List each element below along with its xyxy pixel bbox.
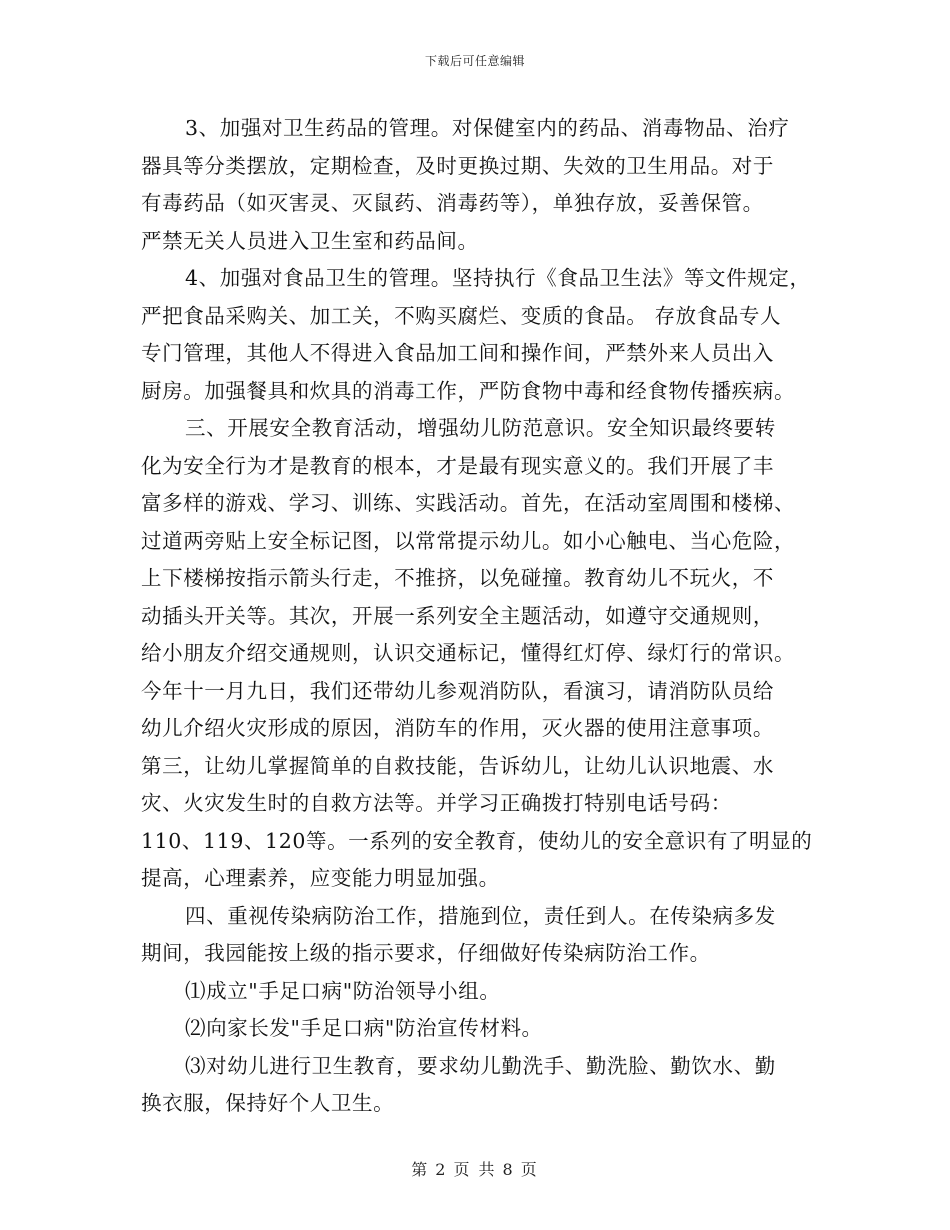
text-line: 换衣服，保持好个人卫生。 [141,1091,395,1115]
document-body [141,110,821,1123]
text-line: 富多样的游戏、学习、训练、实践活动。首先，在活动室周围和楼梯、 [141,491,796,515]
text-line: 今年十一月九日，我们还带幼儿参观消防队，看演习，请消防队员给 [141,678,774,703]
text-line: 3、加强对卫生药品的管理。对保健室内的药品、消毒物品、治疗 [185,116,790,140]
text-line: 第三，让幼儿掌握简单的自救技能，告诉幼儿，让幼儿认识地震、水 [141,753,774,778]
text-line: 给小朋友介绍交通规则，认识交通标记，懂得红灯停、绿灯行的常识。 [141,641,796,665]
text-line: 有毒药品（如灭害灵、灭鼠药、消毒药等），单独存放，妥善保管。 [141,191,764,215]
text-line: 4、加强对食品卫生的管理。坚持执行《食品卫生法》等文件规定， [185,266,811,290]
text-line: 过道两旁贴上安全标记图，以常常提示幼儿。如小心触电、当心危险， [141,528,796,553]
text-line: 化为安全行为才是教育的根本，才是最有现实意义的。我们开展了丰 [141,453,774,478]
footer-suffix: 页 [520,1160,539,1179]
text-line: 器具等分类摆放，定期检查，及时更换过期、失效的卫生用品。对于 [141,153,774,178]
text-line: 110、119、120等。一系列的安全教育，使幼儿的安全意识有了明显的 [141,828,813,853]
text-line: 上下楼梯按指示箭头行走，不推挤，以免碰撞。教育幼儿不玩火，不 [141,566,774,590]
text-line: 灾、火灾发生时的自救方法等。并学习正确拨打特别电话号码： [141,791,732,815]
footer-prefix: 第 [411,1160,430,1179]
text-line: ⑴成立"手足口病"防治领导小组。 [185,978,501,1003]
total-page-count: 8 [502,1160,515,1179]
text-line: 严禁无关人员进入卫生室和药品间。 [141,228,479,253]
text-line: ⑵向家长发"手足口病"防治宣传材料。 [185,1016,543,1040]
text-line: ⑶对幼儿进行卫生教育，要求幼儿勤洗手、勤洗脸、勤饮水、勤 [185,1053,776,1078]
page-header: 下载后可任意编辑 [424,54,525,68]
text-line: 厨房。加强餐具和炊具的消毒工作，严防食物中毒和经食物传播疾病。 [141,378,796,403]
text-line: 三、开展安全教育活动，增强幼儿防范意识。安全知识最终要转 [185,416,776,440]
footer-middle: 页 共 [453,1160,497,1179]
text-line: 专门管理，其他人不得进入食品加工间和操作间，严禁外来人员出入 [141,341,774,365]
current-page-number: 2 [435,1160,448,1179]
text-line: 四、重视传染病防治工作，措施到位，责任到人。在传染病多发 [185,903,776,928]
text-line: 期间，我园能按上级的指示要求，仔细做好传染病防治工作。 [141,941,711,965]
text-line: 严把食品采购关、加工关，不购买腐烂、变质的食品。 存放食品专人 [141,303,782,328]
text-line: 幼儿介绍火灾形成的原因，消防车的作用，灭火器的使用注意事项。 [141,716,774,740]
text-line: 提高，心理素养，应变能力明显加强。 [141,866,500,890]
page-footer [0,1157,950,1180]
text-line: 动插头开关等。其次，开展一系列安全主题活动，如遵守交通规则， [141,603,774,628]
